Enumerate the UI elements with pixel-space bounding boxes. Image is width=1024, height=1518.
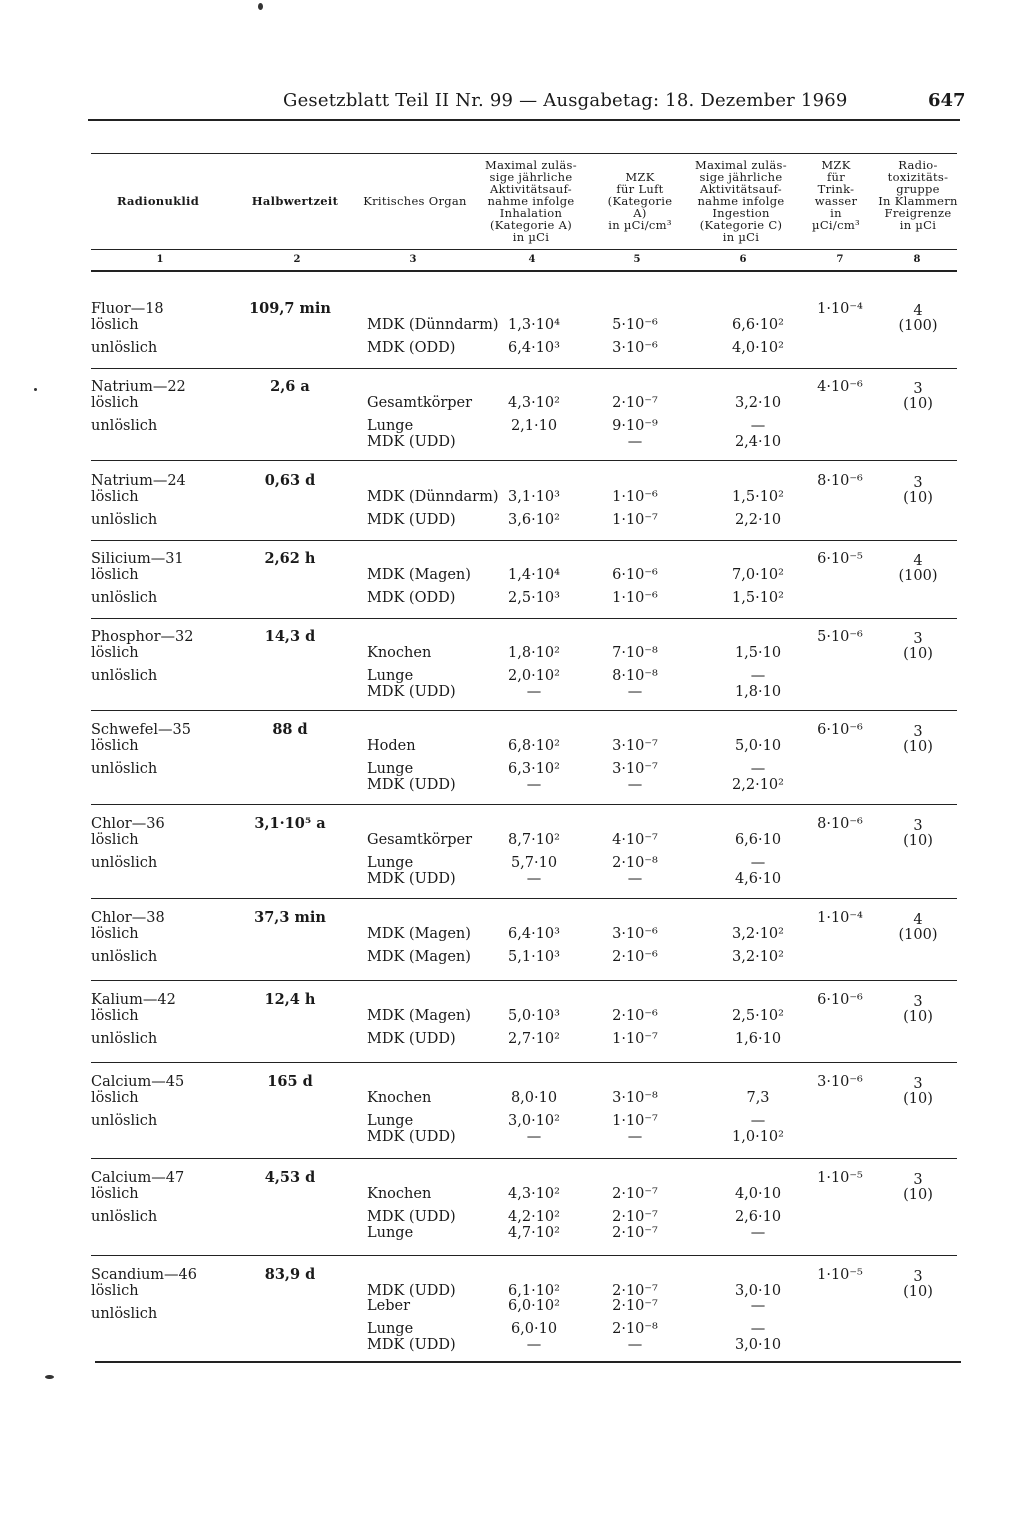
value-v4: 5,0·10³ <box>508 1008 560 1024</box>
header-line: nahme infolge <box>697 194 785 208</box>
value-v6: — <box>750 1321 766 1337</box>
critical-organ: MDK (UDD) <box>367 1129 456 1145</box>
nuclide-form: unlöslich <box>91 418 158 434</box>
value-v6: — <box>750 668 766 684</box>
value-v5: 7·10⁻⁸ <box>612 645 658 661</box>
value-v5: 8·10⁻⁸ <box>612 668 658 684</box>
value-v4: 4,7·10² <box>508 1225 560 1241</box>
value-v6: 4,0·10² <box>732 340 784 356</box>
header-line: Trink- <box>817 182 855 196</box>
column-number-rule <box>91 270 957 272</box>
header-line: (Kategorie A) <box>490 218 572 232</box>
header-line: sige jährliche <box>699 170 783 184</box>
critical-organ: MDK (ODD) <box>367 340 456 356</box>
value-v6: 6,6·10² <box>732 317 784 333</box>
free-limit: (100) <box>898 568 938 584</box>
value-v6: 2,5·10² <box>732 1008 784 1024</box>
value-v6: 2,2·10² <box>732 777 784 793</box>
value-v4: 1,3·10⁴ <box>508 317 560 333</box>
mzk-water: 1·10⁻⁵ <box>817 1170 863 1186</box>
free-limit: (10) <box>903 646 933 662</box>
value-v6: — <box>750 418 766 434</box>
value-v4: 2,7·10² <box>508 1031 560 1047</box>
nuclide-form: unlöslich <box>91 512 158 528</box>
nuclide-form: löslich <box>91 1090 139 1106</box>
value-v6: 1,5·10² <box>732 489 784 505</box>
value-v5: 3·10⁻⁶ <box>612 340 658 356</box>
mzk-water: 8·10⁻⁶ <box>817 816 863 832</box>
value-v5: 2·10⁻⁷ <box>612 1186 658 1202</box>
critical-organ: Knochen <box>367 645 432 661</box>
value-v4: 3,0·10² <box>508 1113 560 1129</box>
header-line: Maximal zuläs- <box>485 158 577 172</box>
nuclide-name: Chlor—36 <box>91 816 165 832</box>
value-v6: 3,2·10 <box>734 395 782 411</box>
value-v4: 6,0·10 <box>510 1321 558 1337</box>
header-radiotoxizitaet <box>870 159 966 231</box>
toxicity-group: 3 <box>913 475 923 491</box>
half-life: 0,63 d <box>264 472 316 489</box>
value-v5: 3·10⁻⁷ <box>612 738 658 754</box>
half-life: 37,3 min <box>254 909 326 926</box>
nuclide-form: löslich <box>91 567 139 583</box>
value-v4: 6,0·10² <box>508 1298 560 1314</box>
mzk-water: 5·10⁻⁶ <box>817 629 863 645</box>
nuclide-name: Silicium—31 <box>91 551 184 567</box>
value-v4: 6,1·10² <box>508 1283 560 1299</box>
value-v5: — <box>627 684 643 700</box>
nuclide-form: unlöslich <box>91 949 158 965</box>
table-bottom-rule <box>95 1361 961 1363</box>
column-number: 7 <box>836 254 844 265</box>
header-mzk-wasser <box>804 159 868 231</box>
critical-organ: Lunge <box>367 1321 414 1337</box>
nuclide-name: Scandium—46 <box>91 1267 197 1283</box>
value-v6: 3,0·10 <box>734 1283 782 1299</box>
mzk-water: 6·10⁻⁶ <box>817 992 863 1008</box>
half-life: 88 d <box>272 721 308 738</box>
nuclide-form: löslich <box>91 645 139 661</box>
value-v5: 1·10⁻⁷ <box>612 1113 658 1129</box>
half-life: 4,53 d <box>264 1169 316 1186</box>
half-life: 109,7 min <box>249 300 331 317</box>
nuclide-form: löslich <box>91 926 139 942</box>
value-v4: 2,0·10² <box>508 668 560 684</box>
toxicity-group: 4 <box>913 553 923 569</box>
header-line: in µCi <box>899 218 937 232</box>
row-separator <box>91 1062 957 1063</box>
free-limit: (10) <box>903 1009 933 1025</box>
critical-organ: Lunge <box>367 1113 414 1129</box>
value-v5: 2·10⁻⁷ <box>612 1225 658 1241</box>
nuclide-name: Calcium—45 <box>91 1074 185 1090</box>
free-limit: (100) <box>898 927 938 943</box>
critical-organ: MDK (UDD) <box>367 512 456 528</box>
value-v5: 5·10⁻⁶ <box>612 317 658 333</box>
value-v6: — <box>750 1298 766 1314</box>
value-v6: 7,0·10² <box>732 567 784 583</box>
value-v5: 2·10⁻⁶ <box>612 1008 658 1024</box>
value-v4: 6,3·10² <box>508 761 560 777</box>
value-v5: 1·10⁻⁶ <box>612 590 658 606</box>
critical-organ: MDK (UDD) <box>367 684 456 700</box>
nuclide-form: löslich <box>91 832 139 848</box>
half-life: 83,9 d <box>264 1266 316 1283</box>
column-number: 6 <box>739 254 747 265</box>
value-v6: 3,2·10² <box>732 949 784 965</box>
value-v4: — <box>526 871 542 887</box>
value-v5: 6·10⁻⁶ <box>612 567 658 583</box>
row-separator <box>91 540 957 541</box>
critical-organ: Lunge <box>367 1225 414 1241</box>
critical-organ: Hoden <box>367 738 416 754</box>
column-number: 8 <box>913 254 921 265</box>
critical-organ: MDK (Magen) <box>367 1008 471 1024</box>
scan-speck <box>258 3 263 10</box>
table-head-rule <box>91 153 957 154</box>
nuclide-name: Fluor—18 <box>91 301 164 317</box>
critical-organ: MDK (Magen) <box>367 949 471 965</box>
row-separator <box>91 1158 957 1159</box>
nuclide-form: unlöslich <box>91 1306 158 1322</box>
column-number: 3 <box>409 254 417 265</box>
value-v5: 2·10⁻⁷ <box>612 395 658 411</box>
critical-organ: MDK (UDD) <box>367 1283 456 1299</box>
nuclide-name: Chlor—38 <box>91 910 165 926</box>
nuclide-form: unlöslich <box>91 340 158 356</box>
value-v4: 4,2·10² <box>508 1209 560 1225</box>
value-v4: 1,4·10⁴ <box>508 567 560 583</box>
value-v5: — <box>627 871 643 887</box>
half-life: 12,4 h <box>264 991 316 1008</box>
value-v6: 2,2·10 <box>734 512 782 528</box>
toxicity-group: 3 <box>913 631 923 647</box>
nuclide-form: löslich <box>91 395 139 411</box>
value-v6: 4,0·10 <box>734 1186 782 1202</box>
toxicity-group: 4 <box>913 303 923 319</box>
toxicity-group: 3 <box>913 1172 923 1188</box>
value-v5: — <box>627 777 643 793</box>
toxicity-group: 3 <box>913 1076 923 1092</box>
header-line: Aktivitätsauf- <box>700 182 782 196</box>
free-limit: (10) <box>903 490 933 506</box>
header-line: nahme infolge <box>487 194 575 208</box>
row-separator <box>91 1255 957 1256</box>
value-v4: 2,1·10 <box>510 418 558 434</box>
critical-organ: Gesamtkörper <box>367 832 473 848</box>
row-separator <box>91 460 957 461</box>
mzk-water: 1·10⁻⁴ <box>817 301 863 317</box>
header-line: µCi/cm³ <box>812 218 860 232</box>
nuclide-form: unlöslich <box>91 855 158 871</box>
value-v4: — <box>526 1337 542 1353</box>
nuclide-name: Natrium—22 <box>91 379 186 395</box>
header-line: toxizitäts- <box>887 170 949 184</box>
value-v4: 6,4·10³ <box>508 340 560 356</box>
header-line: MZK <box>821 158 851 172</box>
half-life: 2,62 h <box>264 550 316 567</box>
mzk-water: 4·10⁻⁶ <box>817 379 863 395</box>
toxicity-group: 3 <box>913 1269 923 1285</box>
value-v5: 2·10⁻⁸ <box>612 855 658 871</box>
critical-organ: MDK (Dünndarm) <box>367 317 499 333</box>
value-v4: 8,0·10 <box>510 1090 558 1106</box>
header-ingestion <box>686 159 796 243</box>
half-life: 3,1·10⁵ a <box>254 815 326 832</box>
header-line: in <box>830 206 842 220</box>
value-v5: 9·10⁻⁹ <box>612 418 658 434</box>
header-line: A) <box>633 206 647 220</box>
header-line: Radio- <box>898 158 938 172</box>
value-v6: 1,5·10 <box>734 645 782 661</box>
free-limit: (10) <box>903 396 933 412</box>
free-limit: (10) <box>903 833 933 849</box>
row-separator <box>91 710 957 711</box>
header-inhalation <box>476 159 586 243</box>
column-number: 1 <box>156 254 164 265</box>
value-v4: 6,8·10² <box>508 738 560 754</box>
header-line: (Kategorie C) <box>699 218 783 232</box>
header-line: für <box>826 170 846 184</box>
value-v5: 2·10⁻⁸ <box>612 1321 658 1337</box>
nuclide-form: löslich <box>91 1008 139 1024</box>
value-v5: 2·10⁻⁷ <box>612 1209 658 1225</box>
nuclide-form: unlöslich <box>91 1031 158 1047</box>
nuclide-form: löslich <box>91 489 139 505</box>
value-v4: 2,5·10³ <box>508 590 560 606</box>
value-v4: 3,6·10² <box>508 512 560 528</box>
value-v5: 4·10⁻⁷ <box>612 832 658 848</box>
value-v6: 5,0·10 <box>734 738 782 754</box>
page-number: 647 <box>928 90 966 111</box>
free-limit: (100) <box>898 318 938 334</box>
value-v4: — <box>526 777 542 793</box>
value-v6: 1,5·10² <box>732 590 784 606</box>
header-radionuklid: Radionuklid <box>116 194 200 208</box>
critical-organ: Lunge <box>367 668 414 684</box>
row-separator <box>91 368 957 369</box>
toxicity-group: 3 <box>913 381 923 397</box>
critical-organ: Lunge <box>367 418 414 434</box>
header-line: für Luft <box>616 182 664 196</box>
critical-organ: MDK (ODD) <box>367 590 456 606</box>
free-limit: (10) <box>903 739 933 755</box>
header-line: in µCi <box>512 230 550 244</box>
value-v6: — <box>750 855 766 871</box>
value-v4: 8,7·10² <box>508 832 560 848</box>
mzk-water: 6·10⁻⁶ <box>817 722 863 738</box>
nuclide-form: unlöslich <box>91 668 158 684</box>
value-v5: — <box>627 1129 643 1145</box>
value-v4: 5,7·10 <box>510 855 558 871</box>
header-line: gruppe <box>896 182 940 196</box>
value-v6: 1,6·10 <box>734 1031 782 1047</box>
value-v6: — <box>750 761 766 777</box>
value-v6: — <box>750 1225 766 1241</box>
column-number: 5 <box>633 254 641 265</box>
critical-organ: MDK (UDD) <box>367 777 456 793</box>
header-halbwertzeit: Halbwertzeit <box>251 194 339 208</box>
critical-organ: Gesamtkörper <box>367 395 473 411</box>
value-v5: 2·10⁻⁷ <box>612 1283 658 1299</box>
header-line: sige jährliche <box>489 170 573 184</box>
row-separator <box>91 898 957 899</box>
nuclide-name: Phosphor—32 <box>91 629 194 645</box>
header-line: MZK <box>625 170 655 184</box>
value-v5: 1·10⁻⁶ <box>612 489 658 505</box>
toxicity-group: 3 <box>913 724 923 740</box>
nuclide-form: unlöslich <box>91 1113 158 1129</box>
header-line: in µCi/cm³ <box>608 218 672 232</box>
mzk-water: 1·10⁻⁵ <box>817 1267 863 1283</box>
header-line: In Klammern <box>878 194 958 208</box>
value-v4: 4,3·10² <box>508 1186 560 1202</box>
column-number: 2 <box>293 254 301 265</box>
free-limit: (10) <box>903 1284 933 1300</box>
header-line: Aktivitätsauf- <box>490 182 572 196</box>
value-v5: 1·10⁻⁷ <box>612 512 658 528</box>
running-head: Gesetzblatt Teil II Nr. 99 — Ausgabetag: 18. Dezember 1969 <box>283 90 848 111</box>
header-bottom-rule <box>91 249 957 250</box>
nuclide-name: Kalium—42 <box>91 992 176 1008</box>
nuclide-name: Natrium—24 <box>91 473 186 489</box>
mzk-water: 3·10⁻⁶ <box>817 1074 863 1090</box>
nuclide-form: löslich <box>91 738 139 754</box>
toxicity-group: 3 <box>913 994 923 1010</box>
header-line: (Kategorie <box>607 194 673 208</box>
value-v4: 1,8·10² <box>508 645 560 661</box>
scan-speck <box>34 388 37 391</box>
header-line: in µCi <box>722 230 760 244</box>
header-line: Freigrenze <box>884 206 952 220</box>
critical-organ: MDK (Magen) <box>367 926 471 942</box>
half-life: 2,6 a <box>270 378 310 395</box>
value-v6: 1,8·10 <box>734 684 782 700</box>
half-life: 14,3 d <box>264 628 316 645</box>
critical-organ: Lunge <box>367 761 414 777</box>
nuclide-form: unlöslich <box>91 590 158 606</box>
header-line: Maximal zuläs- <box>695 158 787 172</box>
scan-speck <box>45 1375 54 1379</box>
value-v4: 4,3·10² <box>508 395 560 411</box>
value-v5: — <box>627 1337 643 1353</box>
value-v4: — <box>526 1129 542 1145</box>
value-v6: 6,6·10 <box>734 832 782 848</box>
mzk-water: 6·10⁻⁵ <box>817 551 863 567</box>
free-limit: (10) <box>903 1187 933 1203</box>
value-v6: — <box>750 1113 766 1129</box>
critical-organ: MDK (UDD) <box>367 871 456 887</box>
critical-organ: MDK (UDD) <box>367 434 456 450</box>
value-v4: 6,4·10³ <box>508 926 560 942</box>
value-v5: 3·10⁻⁶ <box>612 926 658 942</box>
value-v6: 2,6·10 <box>734 1209 782 1225</box>
header-line: Inhalation <box>499 206 563 220</box>
nuclide-form: unlöslich <box>91 761 158 777</box>
value-v5: 3·10⁻⁸ <box>612 1090 658 1106</box>
value-v5: 2·10⁻⁶ <box>612 949 658 965</box>
nuclide-form: unlöslich <box>91 1209 158 1225</box>
critical-organ: MDK (UDD) <box>367 1337 456 1353</box>
row-separator <box>91 980 957 981</box>
mzk-water: 1·10⁻⁴ <box>817 910 863 926</box>
value-v6: 3,0·10 <box>734 1337 782 1353</box>
critical-organ: MDK (Magen) <box>367 567 471 583</box>
value-v6: 7,3 <box>746 1090 770 1106</box>
top-rule <box>88 119 960 121</box>
critical-organ: Leber <box>367 1298 411 1314</box>
critical-organ: MDK (UDD) <box>367 1209 456 1225</box>
row-separator <box>91 804 957 805</box>
critical-organ: Knochen <box>367 1090 432 1106</box>
header-kritisches-organ: Kritisches Organ <box>363 194 467 208</box>
nuclide-form: löslich <box>91 1186 139 1202</box>
critical-organ: MDK (UDD) <box>367 1031 456 1047</box>
value-v4: 5,1·10³ <box>508 949 560 965</box>
critical-organ: Lunge <box>367 855 414 871</box>
mzk-water: 8·10⁻⁶ <box>817 473 863 489</box>
value-v5: 1·10⁻⁷ <box>612 1031 658 1047</box>
critical-organ: Knochen <box>367 1186 432 1202</box>
value-v6: 2,4·10 <box>734 434 782 450</box>
toxicity-group: 4 <box>913 912 923 928</box>
free-limit: (10) <box>903 1091 933 1107</box>
value-v5: — <box>627 434 643 450</box>
value-v5: 3·10⁻⁷ <box>612 761 658 777</box>
header-mzk-luft <box>592 171 688 231</box>
column-number: 4 <box>528 254 536 265</box>
header-line: wasser <box>814 194 858 208</box>
value-v6: 1,0·10² <box>732 1129 784 1145</box>
toxicity-group: 3 <box>913 818 923 834</box>
value-v5: 2·10⁻⁷ <box>612 1298 658 1314</box>
value-v6: 4,6·10 <box>734 871 782 887</box>
nuclide-form: löslich <box>91 317 139 333</box>
critical-organ: MDK (Dünndarm) <box>367 489 499 505</box>
nuclide-form: löslich <box>91 1283 139 1299</box>
nuclide-name: Calcium—47 <box>91 1170 185 1186</box>
header-line: Ingestion <box>712 206 770 220</box>
value-v4: 3,1·10³ <box>508 489 560 505</box>
value-v4: — <box>526 684 542 700</box>
value-v6: 3,2·10² <box>732 926 784 942</box>
nuclide-name: Schwefel—35 <box>91 722 191 738</box>
half-life: 165 d <box>267 1073 313 1090</box>
row-separator <box>91 618 957 619</box>
